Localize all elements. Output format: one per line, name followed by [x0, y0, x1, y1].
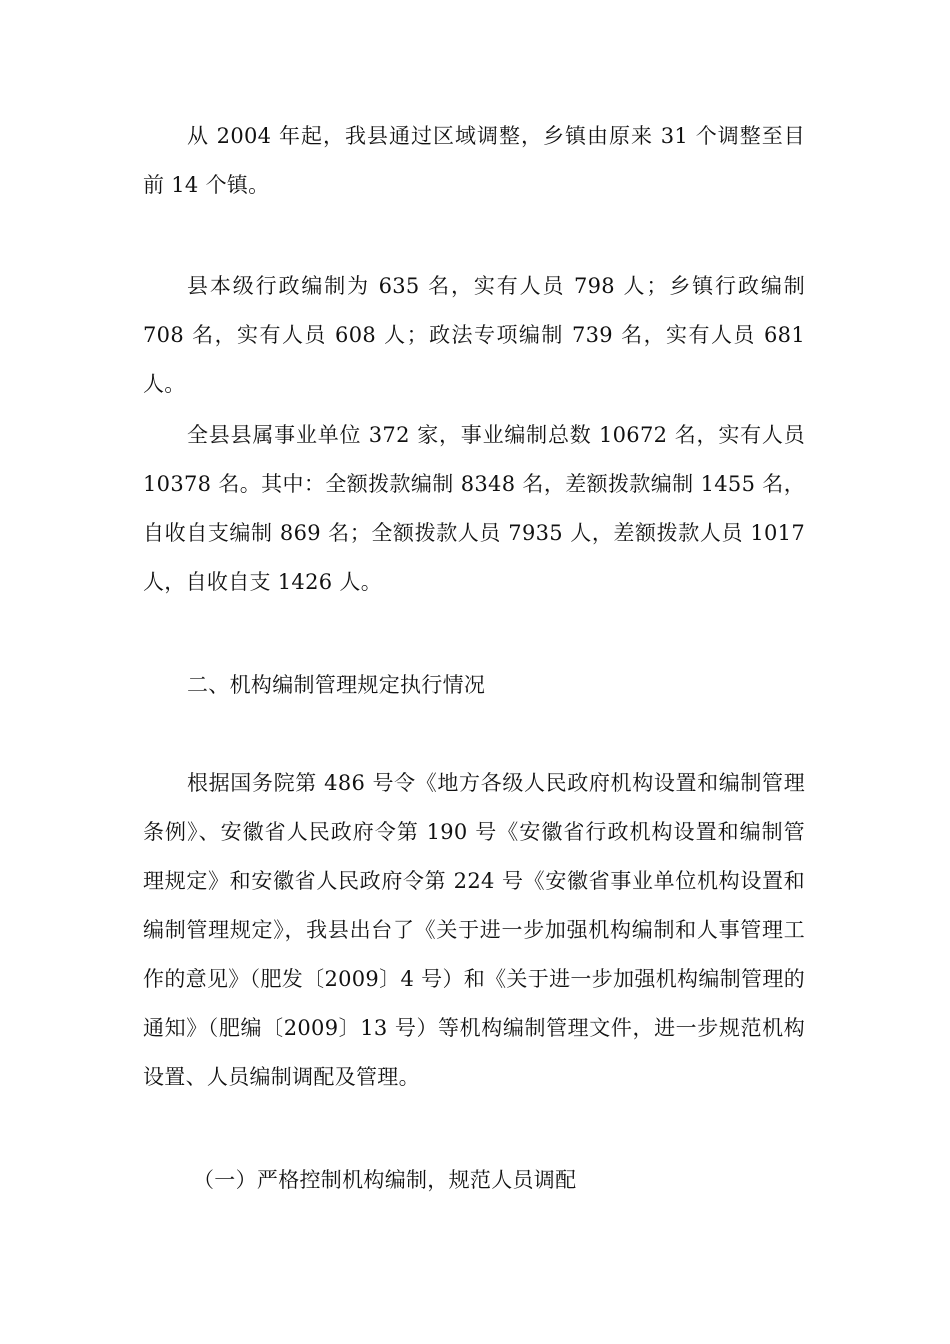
paragraph-township-adjustment: 从 2004 年起，我县通过区域调整，乡镇由原来 31 个调整至目前 14 个镇。 — [143, 124, 805, 197]
section-heading-2: 二、机构编制管理规定执行情况 — [187, 673, 486, 697]
paragraph-public-institutions: 全县县属事业单位 372 家，事业编制总数 10672 名，实有人员 10378 名。其中：全额拨款编制 8348 名，差额拨款编制 1455 名，自收自支编制 869 名；全额拨款人员 7935 人，差额拨款人员 1017 人，自收自支 1426 人。 — [143, 423, 805, 594]
paragraph-regulations: 根据国务院第 486 号令《地方各级人民政府机构设置和编制管理条例》、安徽省人民政府令第 190 号《安徽省行政机构设置和编制管理规定》和安徽省人民政府令第 224 号《安徽省事业单位机构设置和编制管理规定》，我县出台了《关于进一步加强机构编制和人事管理工作的意见》（肥发〔2009〕4 号）和《关于进一步加强机构编制管理的通知》（肥编〔2009〕13 号）等机构编制管理文件，进一步规范机构设置、人员编制调配及管理。 — [143, 771, 805, 1089]
paragraph-administrative-staffing: 县本级行政编制为 635 名，实有人员 798 人；乡镇行政编制 708 名，实有人员 608 人；政法专项编制 739 名，实有人员 681 人。 — [143, 274, 805, 396]
subsection-heading-1: （一）严格控制机构编制，规范人员调配 — [193, 1168, 577, 1192]
